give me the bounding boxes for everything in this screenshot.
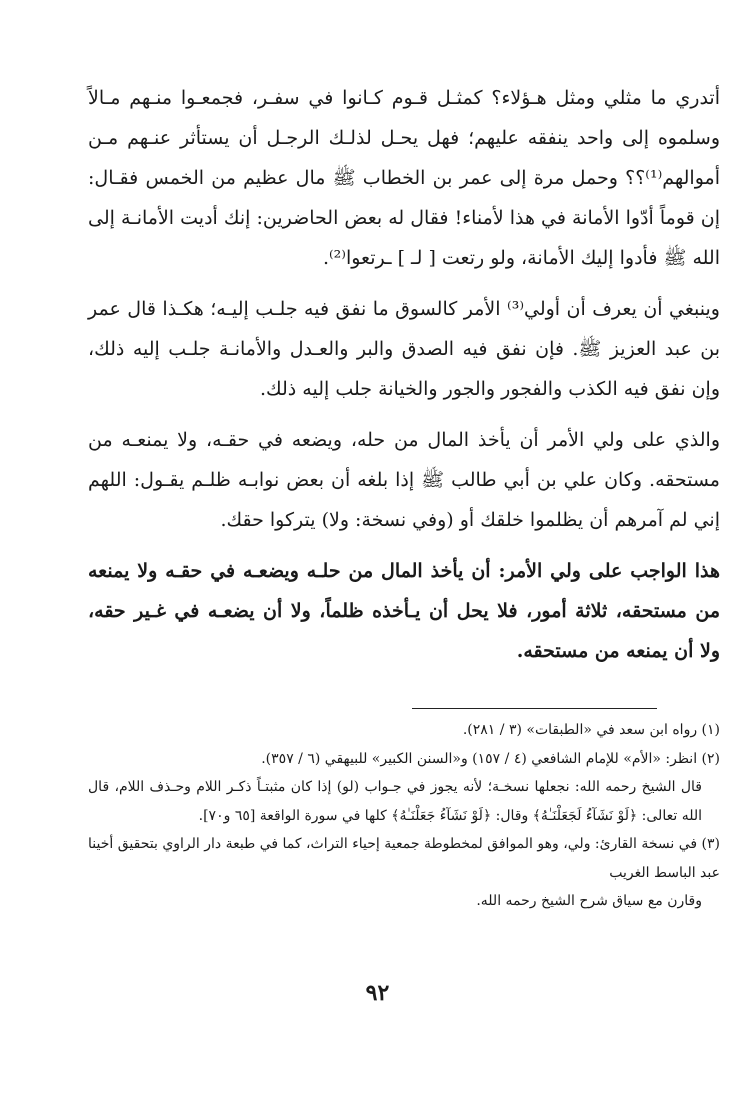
paragraph-1: أتدري ما مثلي ومثل هـؤلاء؟ كمثـل قـوم كـانوا في سفـر، فجمعـوا منـهم مـالاً وسلموه إلى واحد ينفقه عليهم؛ فهل يحـل لذلـك الرجـل أن يستأثر عنـهم مـن أموالهم⁽¹⁾؟؟ وحمل مرة إلى عمر بن الخطاب ﷺ مال عظيم من الخمس فقـال: إن قوماً أدّوا الأمانة في هذا لأمناء! فقال له بعض الحاضرين: إنك أديت الأمانـة إلى الله ﷺ فأدوا إليك الأمانة، ولو رتعت [ لـ ] ـرتعوا⁽²⁾.: [88, 87, 720, 269]
page-number: ٩٢: [365, 980, 390, 1006]
footnotes: [88, 716, 720, 916]
footnote-3-continuation: وقارن مع سياق شرح الشيخ رحمه الله.: [476, 893, 702, 909]
main-text: [88, 78, 720, 682]
paragraph-4-summary: هذا الواجب على ولي الأمر: أن يأخذ المال من حلـه ويضعـه في حقـه ولا يمنعه من مستحقه، ثلاثة أمور، فلا يحل أن يـأخذه ظلماً، ولا أن يضعـه في غـير حقه، ولا أن يمنعه من مستحقه.: [88, 560, 720, 662]
footnote-3: (٣) في نسخة القارئ: ولي، وهو الموافق لمخطوطة جمعية إحياء التراث، كما في طبعة دار الراوي بتحقيق أخينا عبد الباسط الغريب: [88, 836, 720, 881]
footnote-separator: [412, 708, 657, 709]
footnote-2-comment: قال الشيخ رحمه الله: نجعلها نسخـة؛ لأنه يجوز في جـواب (لو) إذا كان مثبتـاً ذكـر اللام وحـذف اللام، قال الله تعالى: ﴿لَوْ نَشَآءُ لَجَعَلْنَـٰهُ﴾ وقال: ﴿لَوْ نَشَآءُ جَعَلْنَـٰهُ﴾ كلها في سورة الواقعة [٦٥ و٧٠].: [88, 779, 702, 824]
footnote-2: (٢) انظر: «الأم» للإمام الشافعي (٤ / ١٥٧) و«السنن الكبير» للبيهقي (٦ / ٣٥٧).: [261, 750, 720, 767]
paragraph-2: وينبغي أن يعرف أن أولي⁽³⁾ الأمر كالسوق ما نفق فيه جلـب إليـه؛ هكـذا قال عمر بن عبد العزيز ﷺ. فإن نفق فيه الصدق والبر والعـدل والأمانـة جلـب إليه ذلك، وإن نفق فيه الكذب والفجور والجور والخيانة جلب إليه ذلك.: [88, 298, 720, 400]
paragraph-3: والذي على ولي الأمر أن يأخذ المال من حله، ويضعه في حقـه، ولا يمنعـه من مستحقه. وكان علي بن أبي طالب ﷺ إذا بلغه أن بعض نوابـه ظلـم يقـول: اللهم إني لم آمرهم أن يظلموا خلقك أو (وفي نسخة: ولا) يتركوا حقك.: [88, 429, 720, 531]
footnote-1: (١) رواه ابن سعد في «الطبقات» (٣ / ٢٨١).: [462, 722, 720, 738]
